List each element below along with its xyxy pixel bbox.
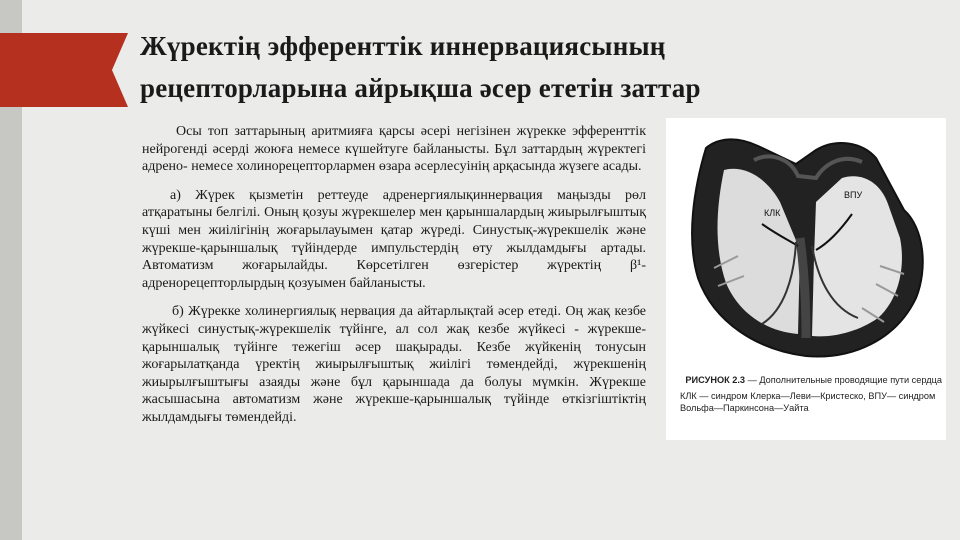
heart-diagram — [666, 118, 946, 368]
vpu-label: ВПУ — [844, 190, 863, 200]
body-text — [142, 123, 646, 438]
slide-title — [140, 25, 930, 109]
figure-caption-text: — Дополнительные проводящие пути сердца — [745, 375, 942, 385]
accent-flag — [0, 33, 128, 107]
figure-caption-block — [680, 374, 942, 414]
title-line-2: рецепторларына айрықша әсер ететін заттар — [140, 73, 701, 103]
klk-label: КЛК — [764, 208, 781, 218]
title-line-1: Жүректің эфференттік иннервациясының — [140, 31, 666, 61]
heart-figure — [666, 118, 946, 440]
figure-legend: КЛК — синдром Клерка—Леви—Кристеско, ВПУ— синдром Вольфа—Паркинсона—Уайта — [680, 391, 936, 413]
paragraph-b: б) Жүрекке холинергиялық нервация да айтарлықтай әсер етеді. Оң жақ кезбе жүйкесі синустық-жүрекшелік түйінге, ал сол жақ кезбе жүйкесі - жүрекше-қарыншалық түйінге тежегіш әсер шақырады. Кезбе жүйкенің тонусын жоғарылатқанда үректің жиырылғыштық жиілігі төмендейді, жүрекшенің жиырылғыштығы азаяды және бұл қарыншада да болуы мүмкін. Жүрекше жасышасына автоматизм және жүрекше-қарыншалық түйінде өткізгіштіктің жылдамдығы төмендейді. — [142, 304, 646, 425]
figure-caption-label: РИСУНОК 2.3 — [685, 375, 746, 385]
paragraph-a: а) Жүрек қызметін реттеуде адренергиялықиннервация маңызды рөл атқаратыны белгілі. Оның қозуы жүрекшелер мен қарыншалардың жиырылғыштық күші мен жиілігінің жоғарылауымен қатар жүреді. Синустық-жүрекшелік және жүрекше-қарыншалық түйіндерде импульстердің өту жылдамдығы артады. Автоматизм жоғарылайды. Көрсетілген өзгерістер жүректің β¹-адренорецепторлырдың қозуымен байланысты. — [142, 187, 646, 291]
figure-caption — [680, 374, 942, 386]
paragraph-intro: Осы топ заттарының аритмияға қарсы әсері негізінен жүрекке эфференттік нейрогенді әсерді жоюға немесе күшейтуге байланысты. Бұл заттардың жүректегі адрено- немесе холинорецепторлармен өзара әсерлесуінің арқасында жүзеге асады. — [142, 124, 646, 175]
